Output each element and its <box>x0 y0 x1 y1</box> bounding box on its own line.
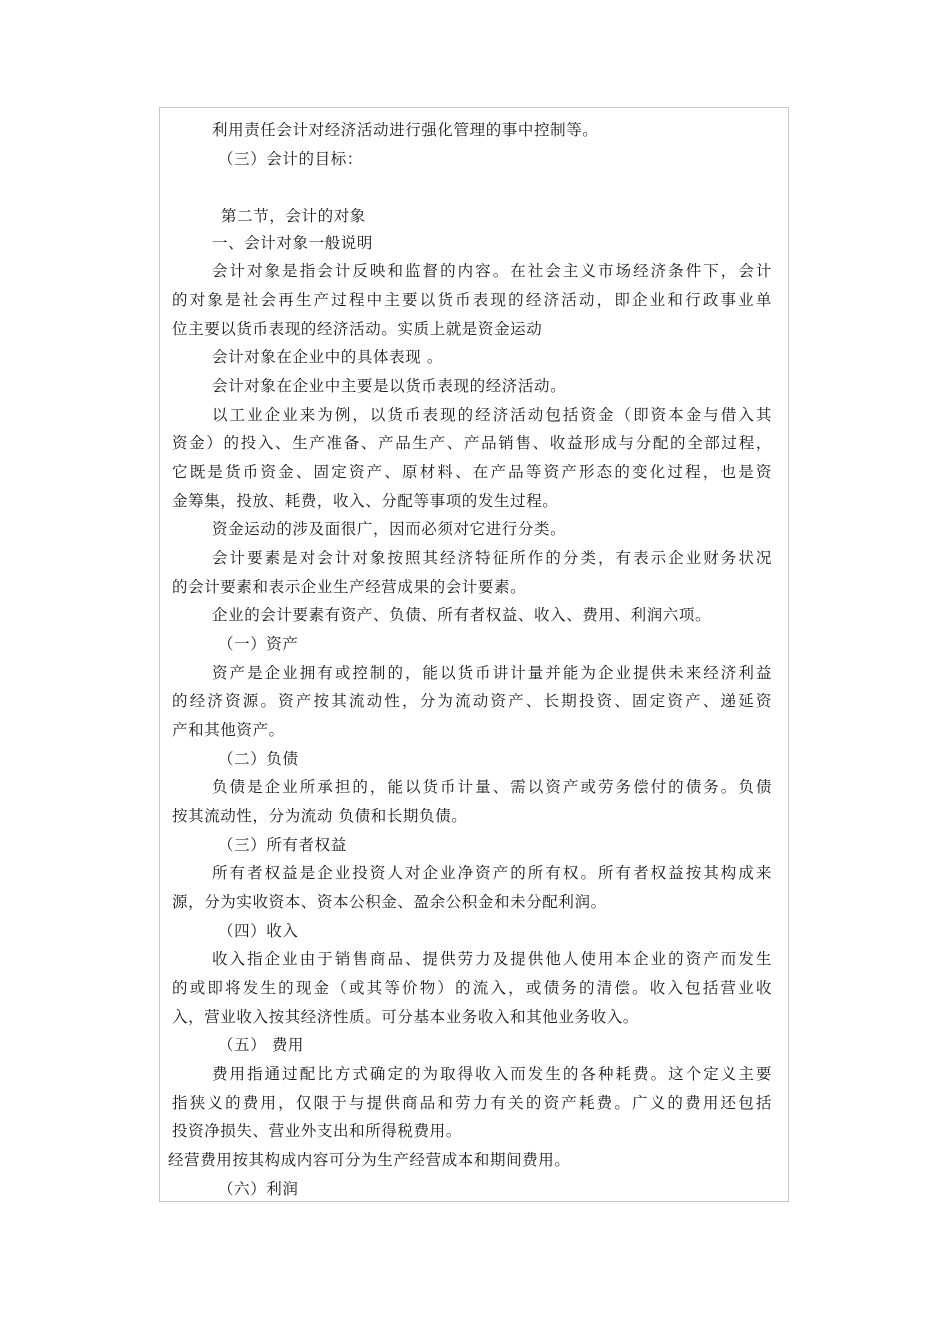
paragraph-line: 它既是货币资金、固定资产、原材料、在产品等资产形态的变化过程，也是资 <box>172 463 772 481</box>
paragraph-line: 费用指通过配比方式确定的为取得收入而发生的各种耗费。这个定义主要 <box>212 1065 772 1083</box>
paragraph-line: 的经济资源。资产按其流动性，分为流动资产、长期投资、固定资产、递延资 <box>172 692 772 710</box>
paragraph-line: 会计对象在企业中的具体表现 。 <box>212 348 443 366</box>
subsection-heading-profit: （六）利润 <box>218 1180 299 1198</box>
paragraph-line: 的或即将发生的现金（或其等价物）的流入，或债务的清偿。收入包括营业收 <box>172 979 772 997</box>
document-page <box>159 107 789 1202</box>
paragraph-line: 按其流动性，分为流动 负债和长期负债。 <box>172 807 468 825</box>
subsection-heading-liabilities: （二）负债 <box>218 750 299 768</box>
paragraph-line: 投资净损失、营业外支出和所得税费用。 <box>172 1122 462 1140</box>
subsection-heading-revenue: （四）收入 <box>218 922 299 940</box>
subsection-heading-assets: （一）资产 <box>218 635 299 653</box>
section-heading: 一、会计对象一般说明 <box>212 234 374 252</box>
paragraph-line: 会计要素是对会计对象按照其经济特征所作的分类，有表示企业财务状况 <box>212 549 772 567</box>
subsection-heading-equity: （三）所有者权益 <box>218 836 347 854</box>
paragraph-line: 产和其他资产。 <box>172 721 285 739</box>
paragraph-line: 资产是企业拥有或控制的，能以货币讲计量并能为企业提供未来经济利益 <box>212 664 772 682</box>
paragraph-line: 利用责任会计对经济活动进行强化管理的事中控制等。 <box>212 121 599 139</box>
paragraph-line: 会计对象在企业中主要是以货币表现的经济活动。 <box>212 377 567 395</box>
paragraph-line: 源，分为实收资本、资本公积金、盈余公积金和未分配利润。 <box>172 893 607 911</box>
paragraph-line: 以工业企业来为例，以货币表现的经济活动包括资金（即资本金与借入其 <box>212 406 772 424</box>
paragraph-line: 经营费用按其构成内容可分为生产经营成本和期间费用。 <box>168 1151 571 1169</box>
paragraph-line: 收入指企业由于销售商品、提供劳力及提供他人使用本企业的资产而发生 <box>212 950 772 968</box>
chapter-section-title: 第二节，会计的对象 <box>221 207 366 225</box>
subsection-heading-expenses: （五） 费用 <box>218 1036 305 1054</box>
paragraph-line: 入，营业收入按其经济性质。可分基本业务收入和其他业务收入。 <box>172 1008 639 1026</box>
paragraph-line: 指狭义的费用，仅限于与提供商品和劳力有关的资产耗费。广义的费用还包括 <box>172 1094 772 1112</box>
paragraph-line: 金筹集，投放、耗费，收入、分配等事项的发生过程。 <box>172 492 559 510</box>
section-heading-goals: （三）会计的目标： <box>218 150 363 168</box>
paragraph-line: 的对象是社会再生产过程中主要以货币表现的经济活动，即企业和行政事业单 <box>172 291 772 309</box>
paragraph-line: 所有者权益是企业投资人对企业净资产的所有权。所有者权益按其构成来 <box>212 864 772 882</box>
paragraph-line: 会计对象是指会计反映和监督的内容。在社会主义市场经济条件下，会计 <box>212 262 772 280</box>
paragraph-line: 资金运动的涉及面很广，因而必须对它进行分类。 <box>212 520 567 538</box>
paragraph-line: 的会计要素和表示企业生产经营成果的会计要素。 <box>172 578 527 596</box>
paragraph-line: 负债是企业所承担的，能以货币计量、需以资产或劳务偿付的债务。负债 <box>212 778 772 796</box>
paragraph-line: 企业的会计要素有资产、负债、所有者权益、收入、费用、利润六项。 <box>212 606 712 624</box>
paragraph-line: 资金）的投入、生产准备、产品生产、产品销售、收益形成与分配的全部过程， <box>172 434 772 452</box>
paragraph-line: 位主要以货币表现的经济活动。实质上就是资金运动 <box>172 320 543 338</box>
